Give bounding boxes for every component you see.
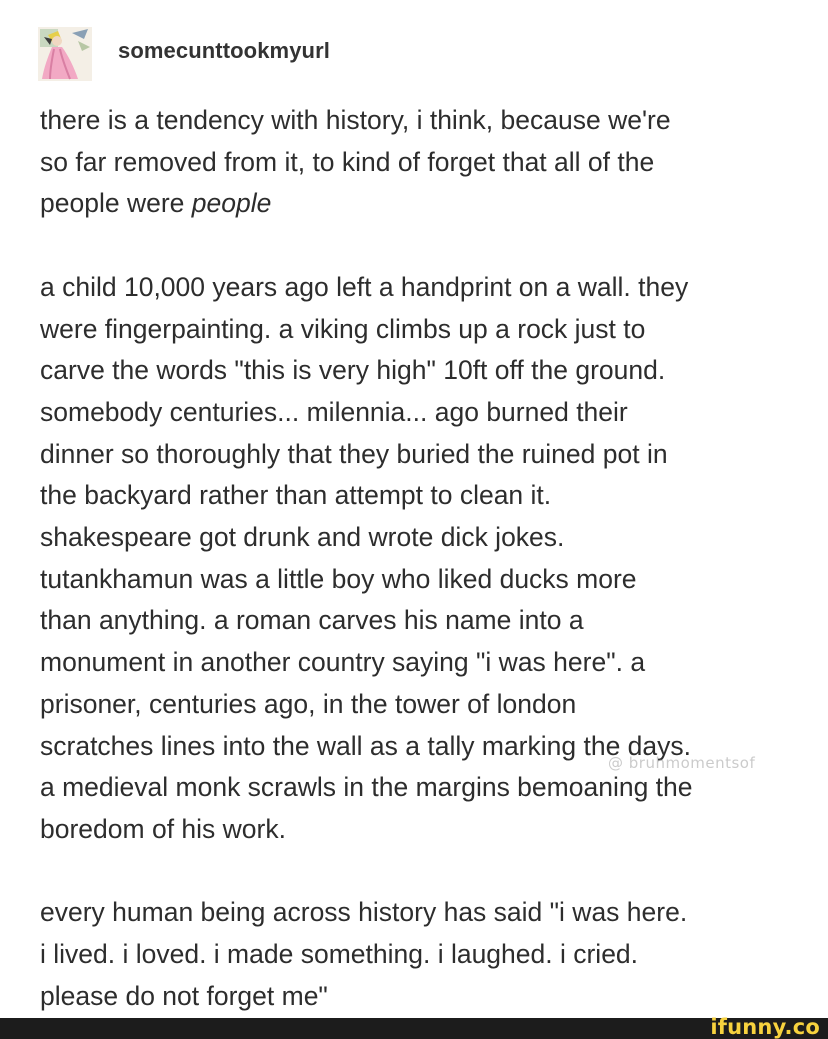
post-body: [40, 100, 810, 1017]
avatar-image-icon: [38, 27, 92, 81]
paragraph-1-line: [40, 183, 810, 225]
post-username[interactable]: somecunttookmyurl: [118, 38, 330, 63]
paragraph-2-line: a medieval monk scrawls in the margins bemoaning the: [40, 772, 693, 803]
tiktok-watermark: @ bruhmomentsof: [608, 754, 756, 772]
paragraph-1-line: so far removed from it, to kind of forget that all of the: [40, 146, 655, 177]
paragraph-2-line: prisoner, centuries ago, in the tower of london: [40, 688, 577, 719]
emphasized-word: people: [191, 188, 272, 219]
paragraph-1-line-prefix: people were: [40, 188, 192, 219]
paragraph-1-line: there is a tendency with history, i think, because we're: [40, 105, 671, 135]
paragraph-2-line: tutankhamun was a little boy who liked ducks more: [40, 563, 637, 594]
paragraph-2-line: boredom of his work.: [40, 813, 286, 844]
paragraph-2-line: scratches lines into the wall as a tally marking the days.: [40, 730, 692, 761]
user-avatar[interactable]: [38, 27, 92, 81]
paragraph-2-line: the backyard rather than attempt to clean it.: [40, 480, 552, 511]
paragraph-2-line: were fingerpainting. a viking climbs up a rock just to: [40, 313, 646, 344]
paragraph-2-line: shakespeare got drunk and wrote dick jokes.: [40, 522, 565, 553]
post-paragraph-1: [40, 100, 810, 225]
paragraph-3-line: i lived. i loved. i made something. i laughed. i cried.: [40, 939, 639, 970]
paragraph-3-line: please do not forget me": [40, 980, 328, 1011]
paragraph-2-line: somebody centuries... milennia... ago burned their: [40, 396, 628, 427]
paragraph-2-line: a child 10,000 years ago left a handprint on a wall. they: [40, 271, 689, 302]
paragraph-2-line: monument in another country saying "i was here". a: [40, 647, 646, 678]
paragraph-3-line: every human being across history has said "i was here.: [40, 897, 688, 928]
ifunny-footer-bar: [0, 1015, 828, 1039]
ifunny-logo[interactable]: ifunny.co: [710, 1015, 820, 1039]
post-paragraph-3: [40, 892, 810, 1017]
post-header: [38, 27, 330, 81]
paragraph-2-line: dinner so thoroughly that they buried the ruined pot in: [40, 438, 668, 469]
paragraph-2-line: carve the words "this is very high" 10ft off the ground.: [40, 355, 666, 386]
paragraph-2-line: than anything. a roman carves his name into a: [40, 605, 584, 636]
